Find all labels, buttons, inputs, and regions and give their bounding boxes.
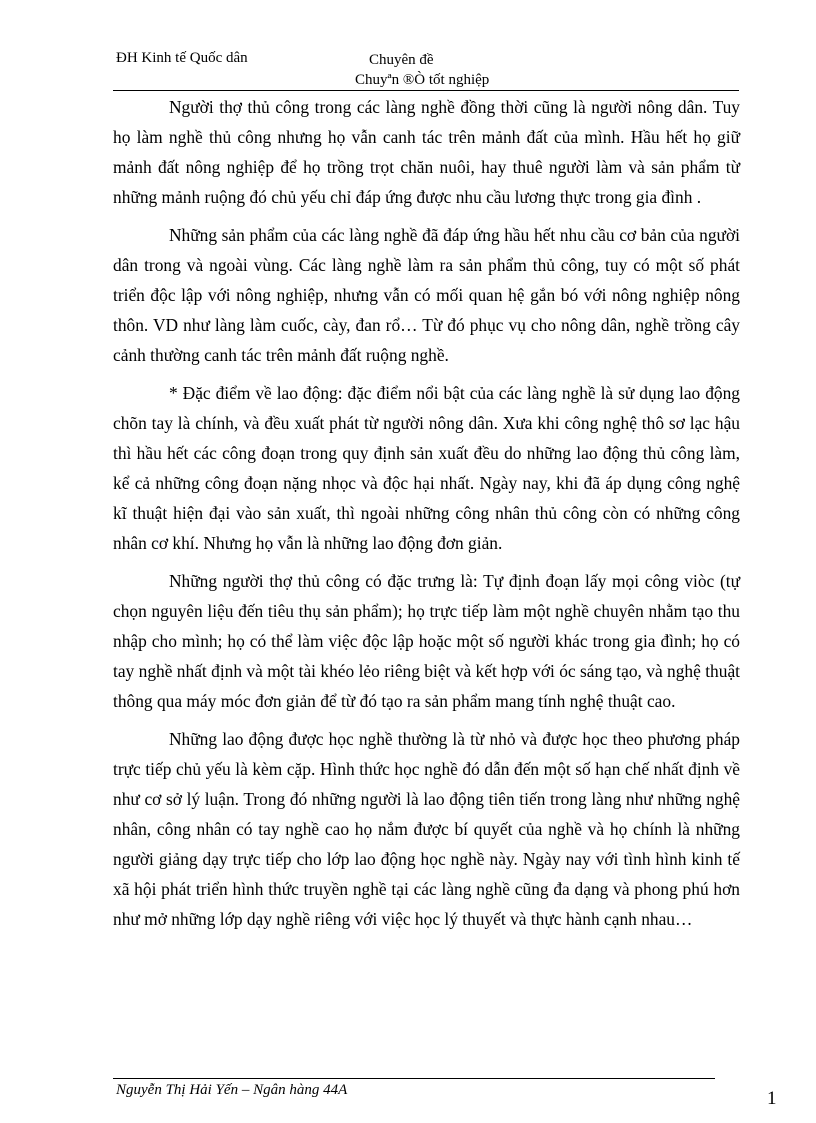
footer-author: Nguyễn Thị Hải Yến – Ngân hàng 44A — [116, 1082, 348, 1098]
footer-divider — [113, 1078, 715, 1079]
header-title-line1: Chuyên đề — [369, 52, 434, 68]
document-body — [113, 92, 740, 934]
paragraph-3: * Đặc điểm về lao động: đặc điểm nổi bật của các làng nghề là sử dụng lao động chõn tay là chính, và đều xuất phát từ người nông dân. Xưa khi công nghệ thô sơ lạc hậu thì hầu hết các công đoạn trong quy định sản xuất đều do những lao động thủ công làm, kể cả những công đoạn nặng nhọc và độc hại nhất. Ngày nay, khi đã áp dụng công nghệ kĩ thuật hiện đại vào sản xuất, thì ngoài những công nhân thủ công còn có những công nhân cơ khí. Nhưng họ vẫn là những lao động đơn giản. — [113, 383, 740, 553]
paragraph-1: Người thợ thủ công trong các làng nghề đồng thời cũng là người nông dân. Tuy họ làm nghề thủ công nhưng họ vẫn canh tác trên mảnh đất của mình. Hầu hết họ giữ mảnh đất nông nghiệp để họ trồng trọt chăn nuôi, hay thuê người làm và sản phẩm từ những mảnh ruộng đó chủ yếu chỉ đáp ứng được nhu cầu lương thực trong gia đình . — [113, 97, 740, 207]
paragraph-5: Những lao động được học nghề thường là từ nhỏ và được học theo phương pháp trực tiếp chủ yếu là kèm cặp. Hình thức học nghề đó dẫn đến một số hạn chế nhất định về như cơ sở lý luận. Trong đó những người là lao động tiên tiến trong làng như những nghệ nhân, công nhân có tay nghề cao họ nắm được bí quyết của nghề và họ chính là những người giảng dạy trực tiếp cho lớp lao động học nghề này. Ngày nay với tình hình kinh tế xã hội phát triển hình thức truyền nghề tại các làng nghề cũng đa dạng và phong phú hơn như mở những lớp dạy nghề riêng với việc học lý thuyết và thực hành cạnh nhau… — [113, 729, 740, 929]
header-school: ĐH Kinh tế Quốc dân — [116, 50, 248, 66]
paragraph-2: Những sản phẩm của các làng nghề đã đáp ứng hầu hết nhu cầu cơ bản của người dân trong và ngoài vùng. Các làng nghề làm ra sản phẩm thủ công, tuy có một số phát triển độc lập với nông nghiệp, nhưng vẫn có mối quan hệ gắn bó với nông nghiệp nông thôn. VD như làng làm cuốc, cày, đan rổ… Từ đó phục vụ cho nông dân, nghề trồng cây cảnh thường canh tác trên mảnh đất ruộng nghề. — [113, 225, 740, 365]
page-number: 1 — [767, 1088, 777, 1109]
header-title — [355, 50, 489, 90]
paragraph-4: Những người thợ thủ công có đặc trưng là: Tự định đoạn lấy mọi công viòc (tự chọn nguyên liệu đến tiêu thụ sản phẩm); họ trực tiếp làm một nghề chuyên nhằm tạo thu nhập cho mình; họ có thể làm việc độc lập hoặc một số người khác trong gia đình; họ có tay nghề nhất định và một tài khéo lẻo riêng biệt và kết hợp với óc sáng tạo, và nghệ thuật thông qua máy móc đơn giản để từ đó tạo ra sản phẩm mang tính nghệ thuật cao. — [113, 571, 740, 711]
header-divider — [113, 90, 739, 91]
header-title-line2: Chuyªn ®Ò tốt nghiệp — [355, 72, 490, 88]
